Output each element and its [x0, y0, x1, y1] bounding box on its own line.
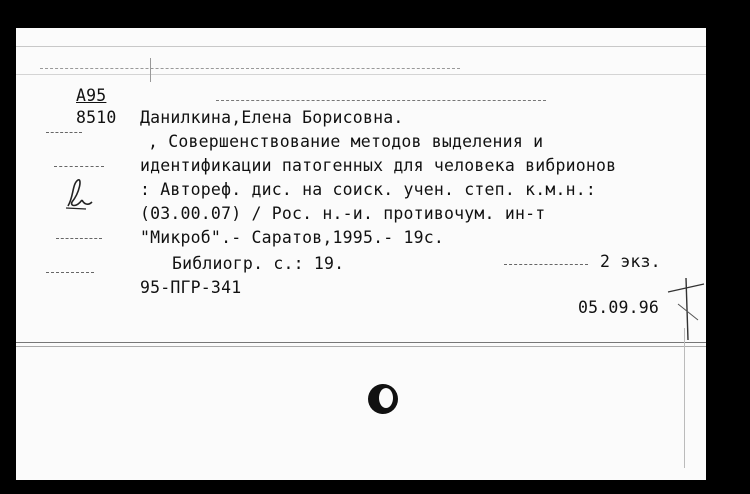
author-heading: Данилкина,Елена Борисовна. — [140, 108, 404, 127]
handwritten-mark-icon — [62, 176, 96, 212]
right-edge-guide — [684, 328, 685, 468]
catalog-id: 95-ПГР-341 — [140, 278, 242, 297]
bottom-rule — [16, 342, 706, 343]
margin-mark — [54, 166, 104, 167]
top-guide-line-2 — [16, 74, 706, 75]
margin-mark — [46, 132, 82, 133]
copies-leader-line — [504, 264, 588, 265]
title-line-3: : Автореф. дис. на соиск. учен. степ. к.м.н.: — [140, 180, 597, 199]
margin-mark — [56, 238, 102, 239]
shelfmark: А95 — [76, 86, 107, 105]
title-line-1: , Совершенствование методов выделения и — [148, 132, 544, 151]
copies-count: 2 экз. — [600, 252, 661, 271]
title-line-5: "Микроб".- Саратов,1995.- 19с. — [140, 228, 445, 247]
vertical-guide — [150, 58, 151, 82]
title-line-4: (03.00.07) / Рос. н.-и. противочум. ин-т — [140, 204, 546, 223]
margin-mark — [46, 272, 94, 273]
catalog-card — [16, 28, 706, 480]
top-dashed-line — [40, 68, 460, 69]
card-number: 8510 — [76, 108, 117, 127]
bottom-rule-2 — [16, 346, 706, 347]
row-dashed-line — [216, 100, 546, 101]
check-mark-icon — [664, 274, 706, 344]
punch-hole — [368, 384, 398, 414]
top-guide-line — [16, 46, 706, 47]
bibliography-note: Библиогр. с.: 19. — [172, 254, 345, 273]
processing-date: 05.09.96 — [578, 298, 660, 317]
title-line-2: идентификации патогенных для человека вибрионов — [140, 156, 617, 175]
